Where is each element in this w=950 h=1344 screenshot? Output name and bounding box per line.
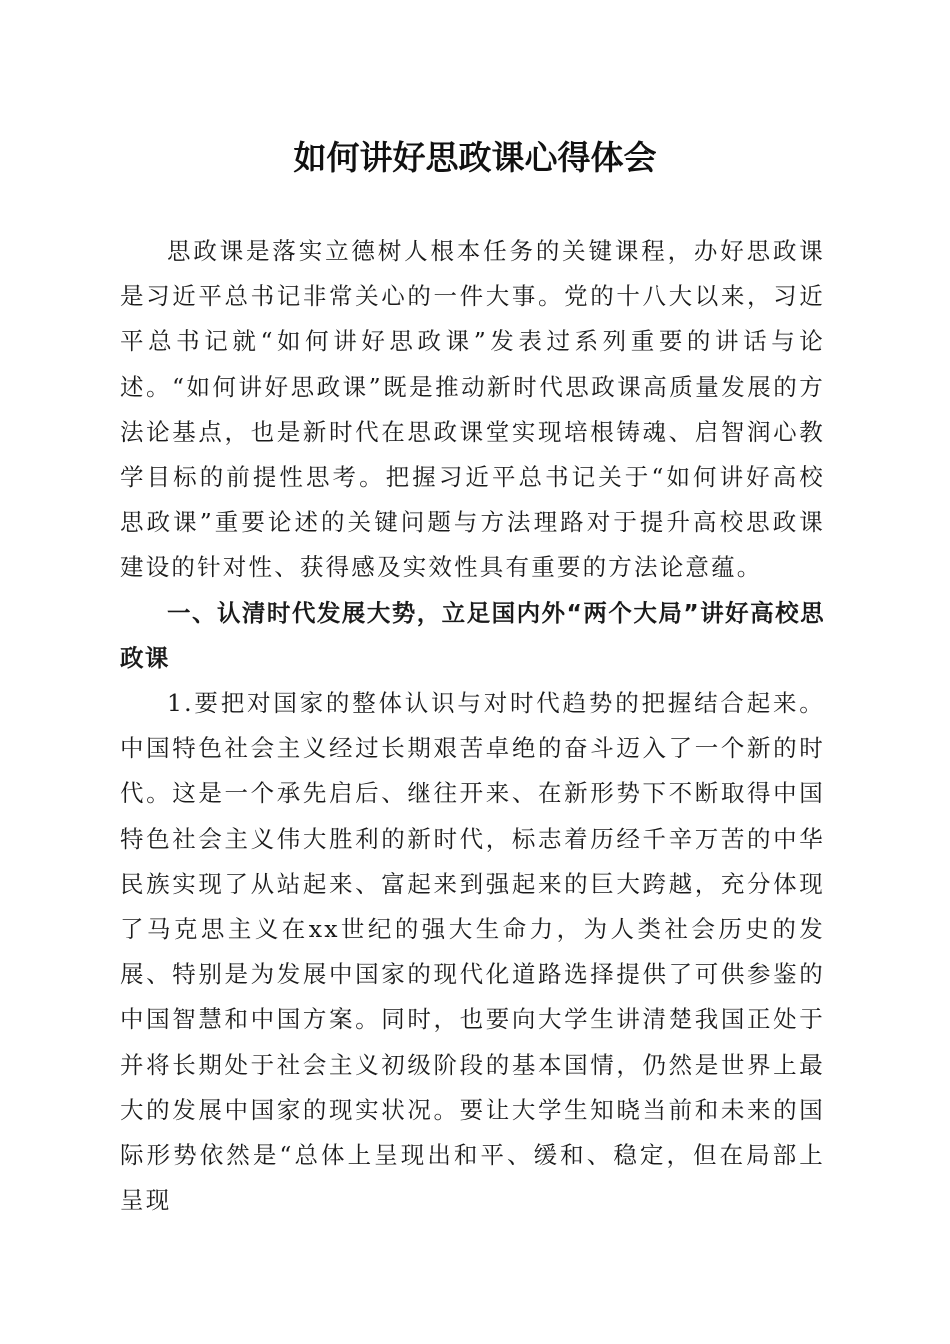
- section-1-paragraph-1: 1.要把对国家的整体认识与对时代趋势的把握结合起来。中国特色社会主义经过长期艰苦卓绝的奋斗迈入了一个新的时代。这是一个承先启后、继往开来、在新形势下不断取得中国特色社会主义伟大胜利的新时代，标志着历经千辛万苦的中华民族实现了从站起来、富起来到强起来的巨大跨越，充分体现了马克思主义在xx世纪的强大生命力，为人类社会历史的发展、特别是为发展中国家的现代化道路选择提供了可供参鉴的中国智慧和中国方案。同时，也要向大学生讲清楚我国正处于并将长期处于社会主义初级阶段的基本国情，仍然是世界上最大的发展中国家的现实状况。要让大学生知晓当前和未来的国际形势依然是“总体上呈现出和平、缓和、稳定，但在局部上呈现: [120, 689, 825, 1215]
- document-body: [120, 229, 825, 1223]
- section-heading-1: 一、认清时代发展大势，立足国内外“两个大局”讲好高校思政课: [120, 598, 825, 672]
- document-title: 如何讲好思政课心得体会: [293, 138, 657, 177]
- intro-paragraph: 思政课是落实立德树人根本任务的关键课程，办好思政课是习近平总书记非常关心的一件大事。党的十八大以来，习近平总书记就“如何讲好思政课”发表过系列重要的讲话与论述。“如何讲好思政课”既是推动新时代思政课高质量发展的方法论基点，也是新时代在思政课堂实现培根铸魂、启智润心教学目标的前提性思考。把握习近平总书记关于“如何讲好高校思政课”重要论述的关键问题与方法理路对于提升高校思政课建设的针对性、获得感及实效性具有重要的方法论意蕴。: [120, 237, 825, 582]
